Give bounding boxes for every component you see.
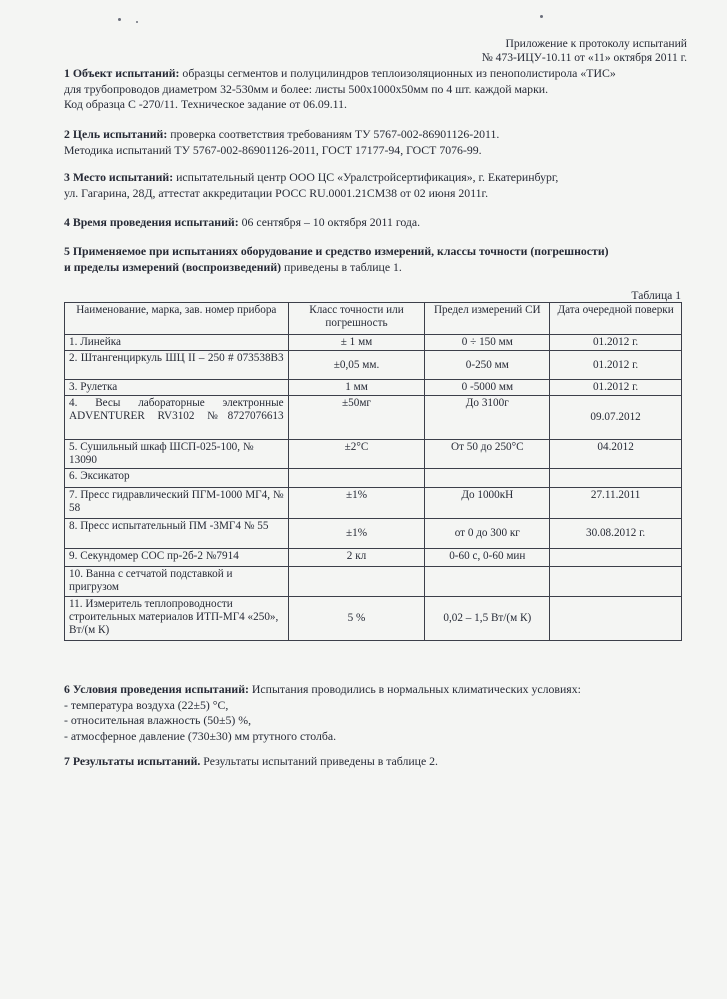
section-4-title: 4 Время проведения испытаний: <box>64 215 239 229</box>
cell-accuracy: ±50мг <box>288 396 425 440</box>
table-row <box>65 469 682 488</box>
cell-name: 11. Измеритель теплопроводности строительных материалов ИТП-МГ4 «250», Вт/(м К) <box>65 597 289 641</box>
table-row <box>65 488 682 519</box>
section-4-line-1: 06 сентября – 10 октября 2011 года. <box>238 215 421 229</box>
cell-accuracy: 2 кл <box>288 549 425 567</box>
section-equipment <box>64 244 684 275</box>
column-header-range: Предел измерений СИ <box>425 303 550 335</box>
section-1-line-3: Код образца С -270/11. Техническое задание от 06.09.11. <box>64 97 347 111</box>
cell-name: 6. Эксикатор <box>65 469 289 488</box>
table-row <box>65 396 682 440</box>
table-row <box>65 380 682 396</box>
table-row <box>65 549 682 567</box>
cell-range: 0-60 с, 0-60 мин <box>425 549 550 567</box>
cell-range: До 1000кН <box>425 488 550 519</box>
section-5-title-2: и пределы измерений (воспроизведений) <box>64 259 282 274</box>
section-5-title-1: 5 Применяемое при испытаниях оборудование и средство измерений, классы точности (погрешности) <box>64 244 609 258</box>
cell-range: До 3100г <box>425 396 550 440</box>
cell-date <box>550 469 682 488</box>
cell-accuracy: ±2°С <box>288 440 425 469</box>
section-test-purpose <box>64 127 684 158</box>
table-row <box>65 440 682 469</box>
cell-name: 5. Сушильный шкаф ШСП-025-100, № 13090 <box>65 440 289 469</box>
section-test-object <box>64 66 684 113</box>
column-header-verification-date: Дата очередной поверки <box>550 303 682 335</box>
cell-accuracy: ±0,05 мм. <box>288 351 425 380</box>
section-6-line-2: - температура воздуха (22±5) °С, <box>64 697 229 712</box>
section-test-place <box>64 170 684 201</box>
section-3-line-1: испытательный центр ООО ЦС «Уралстройсертификация», г. Екатеринбург, <box>173 170 559 184</box>
table-row <box>65 567 682 597</box>
table-header-row <box>65 303 682 335</box>
section-test-time <box>64 215 684 231</box>
section-1-line-1: образцы сегментов и полуцилиндров теплоизоляционных из пенополистирола «ТИС» <box>179 66 616 80</box>
scan-speck <box>540 15 543 18</box>
section-6-line-4: - атмосферное давление (730±30) мм ртутного столба. <box>64 728 337 743</box>
cell-range <box>425 567 550 597</box>
section-5-tail: приведены в таблице 1. <box>281 259 402 274</box>
cell-date: 01.2012 г. <box>550 351 682 380</box>
section-3-title: 3 Место испытаний: <box>64 170 174 184</box>
protocol-header <box>482 37 687 65</box>
section-test-results <box>64 754 684 770</box>
table-row <box>65 335 682 351</box>
column-header-accuracy: Класс точности или погрешность <box>288 303 425 335</box>
cell-name: 7. Пресс гидравлический ПГМ-1000 МГ4, № 58 <box>65 488 289 519</box>
cell-range <box>425 469 550 488</box>
cell-date: 01.2012 г. <box>550 380 682 396</box>
cell-date <box>550 567 682 597</box>
cell-name: 4. Весы лабораторные электронные ADVENTURER RV3102 №8727076613 <box>65 396 289 440</box>
cell-accuracy: ±1% <box>288 519 425 549</box>
cell-range: от 0 до 300 кг <box>425 519 550 549</box>
cell-accuracy: ±1% <box>288 488 425 519</box>
cell-date: 30.08.2012 г. <box>550 519 682 549</box>
equipment-table <box>64 302 682 641</box>
cell-accuracy: ± 1 мм <box>288 335 425 351</box>
cell-date: 27.11.2011 <box>550 488 682 519</box>
header-line-2: № 473-ИЦУ-10.11 от «11» октября 2011 г. <box>481 51 687 64</box>
cell-accuracy <box>288 567 425 597</box>
column-header-name: Наименование, марка, зав. номер прибора <box>65 303 289 335</box>
section-6-title: 6 Условия проведения испытаний: <box>64 682 249 696</box>
section-test-conditions <box>64 682 684 744</box>
cell-name: 9. Секундомер СОС пр-2б-2 №7914 <box>65 549 289 567</box>
cell-range: 0 ÷ 150 мм <box>425 335 550 351</box>
cell-name: 2. Штангенциркуль ШЦ II – 250 # 073538В3 <box>65 351 289 380</box>
cell-range: 0-250 мм <box>425 351 550 380</box>
section-2-line-1: проверка соответствия требованиям ТУ 5767-002-86901126-2011. <box>167 127 500 141</box>
table-row <box>65 351 682 380</box>
cell-range: 0 -5000 мм <box>425 380 550 396</box>
header-line-1: Приложение к протоколу испытаний <box>505 37 687 50</box>
table-row <box>65 519 682 549</box>
cell-date <box>550 549 682 567</box>
scan-speck <box>118 18 121 21</box>
cell-name: 10. Ванна с сетчатой подставкой и пригрузом <box>65 567 289 597</box>
cell-date <box>550 597 682 641</box>
cell-accuracy <box>288 469 425 488</box>
section-7-line-1: Результаты испытаний приведены в таблице 2. <box>200 754 439 768</box>
table-caption: Таблица 1 <box>631 289 681 302</box>
scan-speck <box>136 21 138 23</box>
cell-date: 09.07.2012 <box>550 396 682 440</box>
cell-name: 3. Рулетка <box>65 380 289 396</box>
section-2-title: 2 Цель испытаний: <box>64 127 168 141</box>
cell-accuracy: 5 % <box>288 597 425 641</box>
cell-date: 04.2012 <box>550 440 682 469</box>
section-1-title: 1 Объект испытаний: <box>64 66 180 80</box>
section-6-line-3: - относительная влажность (50±5) %, <box>64 713 252 727</box>
cell-range: 0,02 – 1,5 Вт/(м К) <box>425 597 550 641</box>
section-7-title: 7 Результаты испытаний. <box>64 754 201 768</box>
cell-range: От 50 до 250°С <box>425 440 550 469</box>
section-6-line-1: Испытания проводились в нормальных климатических условиях: <box>248 682 581 696</box>
section-1-line-2: для трубопроводов диаметром 32-530мм и более: листы 500х1000х50мм по 4 шт. каждой марки. <box>64 81 549 96</box>
cell-name: 8. Пресс испытательный ПМ -3МГ4 № 55 <box>65 519 289 549</box>
section-2-line-2: Методика испытаний ТУ 5767-002-86901126-2011, ГОСТ 17177-94, ГОСТ 7076-99. <box>64 142 482 157</box>
cell-name: 1. Линейка <box>65 335 289 351</box>
cell-accuracy: 1 мм <box>288 380 425 396</box>
cell-date: 01.2012 г. <box>550 335 682 351</box>
section-3-line-2: ул. Гагарина, 28Д, аттестат аккредитации РОСС RU.0001.21СМ38 от 02 июня 2011г. <box>64 185 489 200</box>
table-row <box>65 597 682 641</box>
